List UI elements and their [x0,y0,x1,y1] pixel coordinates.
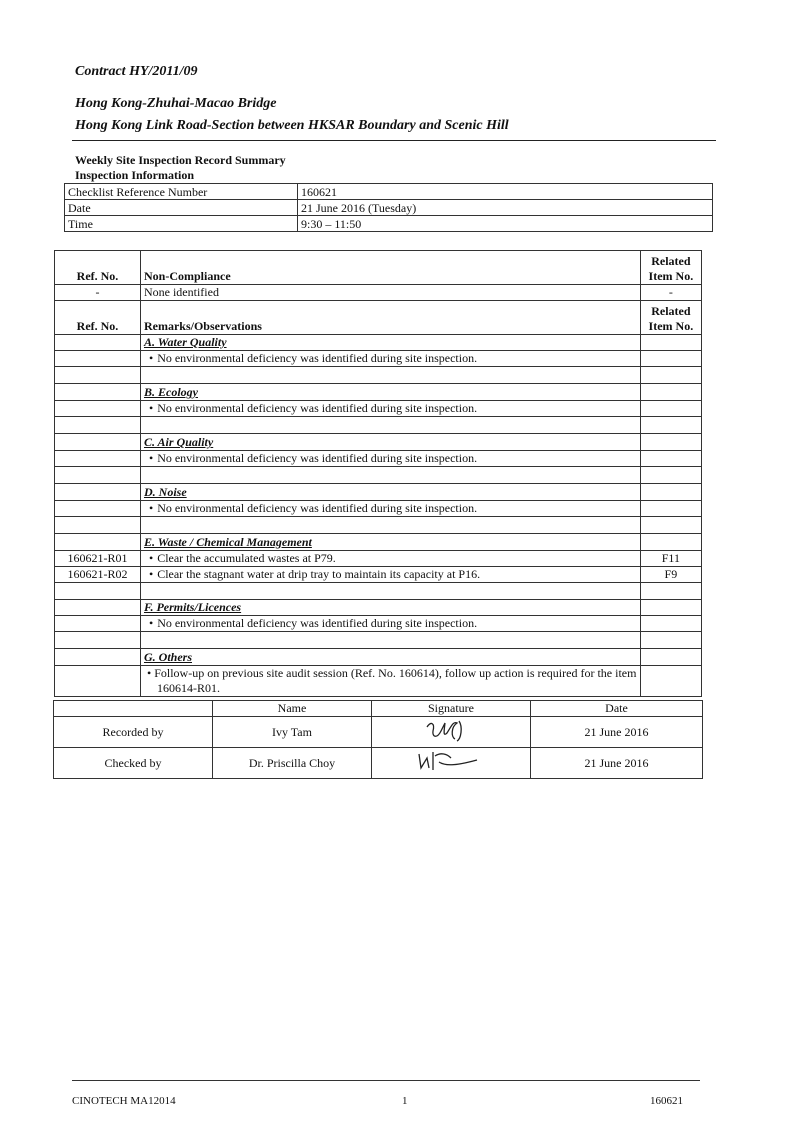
info-title: Inspection Information [75,168,195,182]
sig-name: Dr. Priscilla Choy [213,748,372,779]
info-row-time [65,216,713,232]
section-title-ecology: B. Ecology [143,385,198,399]
finding-row [55,551,702,567]
info-label: Date [65,200,298,216]
bullet-icon: • [148,567,154,581]
finding-row [55,666,702,697]
sig-role: Recorded by [54,717,213,748]
signature-table [53,700,703,779]
finding-text: No environmental deficiency was identified during site inspection. [157,501,478,515]
footer-reference: 160621 [650,1095,683,1107]
section-title-row [55,600,702,616]
related-item-cell [640,401,701,417]
finding-text: No environmental deficiency was identified during site inspection. [157,401,478,415]
info-label: Time [65,216,298,232]
handwritten-signature-icon [411,748,491,774]
finding-row [55,501,702,517]
related-item-cell [640,451,701,467]
noncompliance-text: None identified [140,285,640,301]
sig-date: 21 June 2016 [531,748,703,779]
section-title-noise: D. Noise [143,485,187,499]
signature-row-recorded [54,717,703,748]
section-title-row [55,534,702,551]
bullet-icon: • [148,551,154,565]
related-header-line2: Item No. [648,269,694,283]
related-item-cell [640,616,701,632]
info-value: 160621 [298,184,713,200]
section-title-permits: F. Permits/Licences [143,600,242,614]
spacer-row [55,417,702,434]
spacer-row [55,517,702,534]
related-item-cell [640,351,701,367]
finding-row [55,351,702,367]
sig-role: Checked by [54,748,213,779]
contract-number: Contract HY/2011/09 [75,64,198,79]
finding-row [55,616,702,632]
section-title-row [55,434,702,451]
signature-cell [372,717,531,748]
related-item-cell [640,501,701,517]
related-item-header [640,251,701,285]
spacer-row [55,467,702,484]
finding-row [55,401,702,417]
related-item-cell: F9 [640,567,701,583]
finding-text: No environmental deficiency was identified during site inspection. [157,451,478,465]
finding-text: Clear the accumulated wastes at P79. [157,551,336,565]
section-title-row [55,484,702,501]
inspection-findings-table [54,250,702,697]
ref-cell: - [55,285,141,301]
sig-header-signature: Signature [372,701,531,717]
noncompliance-header-label: Non-Compliance [140,251,640,285]
project-name: Hong Kong-Zhuhai-Macao Bridge [75,96,277,111]
finding-text: No environmental deficiency was identified during site inspection. [157,351,478,365]
finding-text: No environmental deficiency was identified during site inspection. [157,616,478,630]
bullet-icon: • [148,451,154,465]
related-item-cell: F11 [640,551,701,567]
remarks-header-label: Remarks/Observations [140,301,640,335]
footer-page-number: 1 [402,1095,408,1107]
noncompliance-header [55,251,702,285]
inspection-info-table [64,183,713,232]
related-header-line1: Related [651,254,691,268]
info-value: 21 June 2016 (Tuesday) [298,200,713,216]
finding-row [55,451,702,467]
noncompliance-row [55,285,702,301]
footer-divider [72,1080,700,1081]
header-divider [72,140,716,141]
ref-cell [55,351,141,367]
related-item-header [640,301,701,335]
footer-company: CINOTECH MA12014 [72,1095,176,1107]
spacer-row [55,632,702,649]
sig-header-date: Date [531,701,703,717]
sig-date: 21 June 2016 [531,717,703,748]
related-item-cell [640,666,701,697]
ref-cell [55,501,141,517]
bullet-icon: • [148,351,154,365]
spacer-row [55,583,702,600]
sig-header-blank [54,701,213,717]
signature-cell [372,748,531,779]
sig-header-name: Name [213,701,372,717]
related-header-line1: Related [651,304,691,318]
info-label: Checklist Reference Number [65,184,298,200]
bullet-icon: • [146,666,152,680]
section-title-waste-chemical: E. Waste / Chemical Management [143,535,312,549]
ref-cell: 160621-R01 [55,551,141,567]
section-title-row [55,384,702,401]
related-header-line2: Item No. [648,319,694,333]
bullet-icon: • [148,501,154,515]
ref-cell [55,451,141,467]
info-row-date [65,200,713,216]
bullet-icon: • [148,616,154,630]
remarks-header [55,301,702,335]
finding-row [55,567,702,583]
section-title-water-quality: A. Water Quality [143,335,227,349]
related-item-cell: - [640,285,701,301]
summary-title: Weekly Site Inspection Record Summary [75,153,286,167]
section-title-air-quality: C. Air Quality [143,435,214,449]
section-title-row [55,335,702,351]
section-title-others: G. Others [143,650,192,664]
sig-name: Ivy Tam [213,717,372,748]
info-value: 9:30 – 11:50 [298,216,713,232]
spacer-row [55,367,702,384]
finding-text: Clear the stagnant water at drip tray to maintain its capacity at P16. [157,567,481,581]
ref-cell [55,616,141,632]
signature-header-row [54,701,703,717]
bullet-icon: • [148,401,154,415]
ref-no-header: Ref. No. [55,301,141,335]
info-row-checklist [65,184,713,200]
ref-no-header: Ref. No. [55,251,141,285]
ref-cell [55,401,141,417]
handwritten-signature-icon [421,717,481,743]
signature-row-checked [54,748,703,779]
ref-cell [55,666,141,697]
finding-text: Follow-up on previous site audit session (Ref. No. 160614), follow up action is required for the item 160614-R01. [154,666,637,695]
project-section: Hong Kong Link Road-Section between HKSAR Boundary and Scenic Hill [75,118,509,133]
section-title-row [55,649,702,666]
ref-cell: 160621-R02 [55,567,141,583]
